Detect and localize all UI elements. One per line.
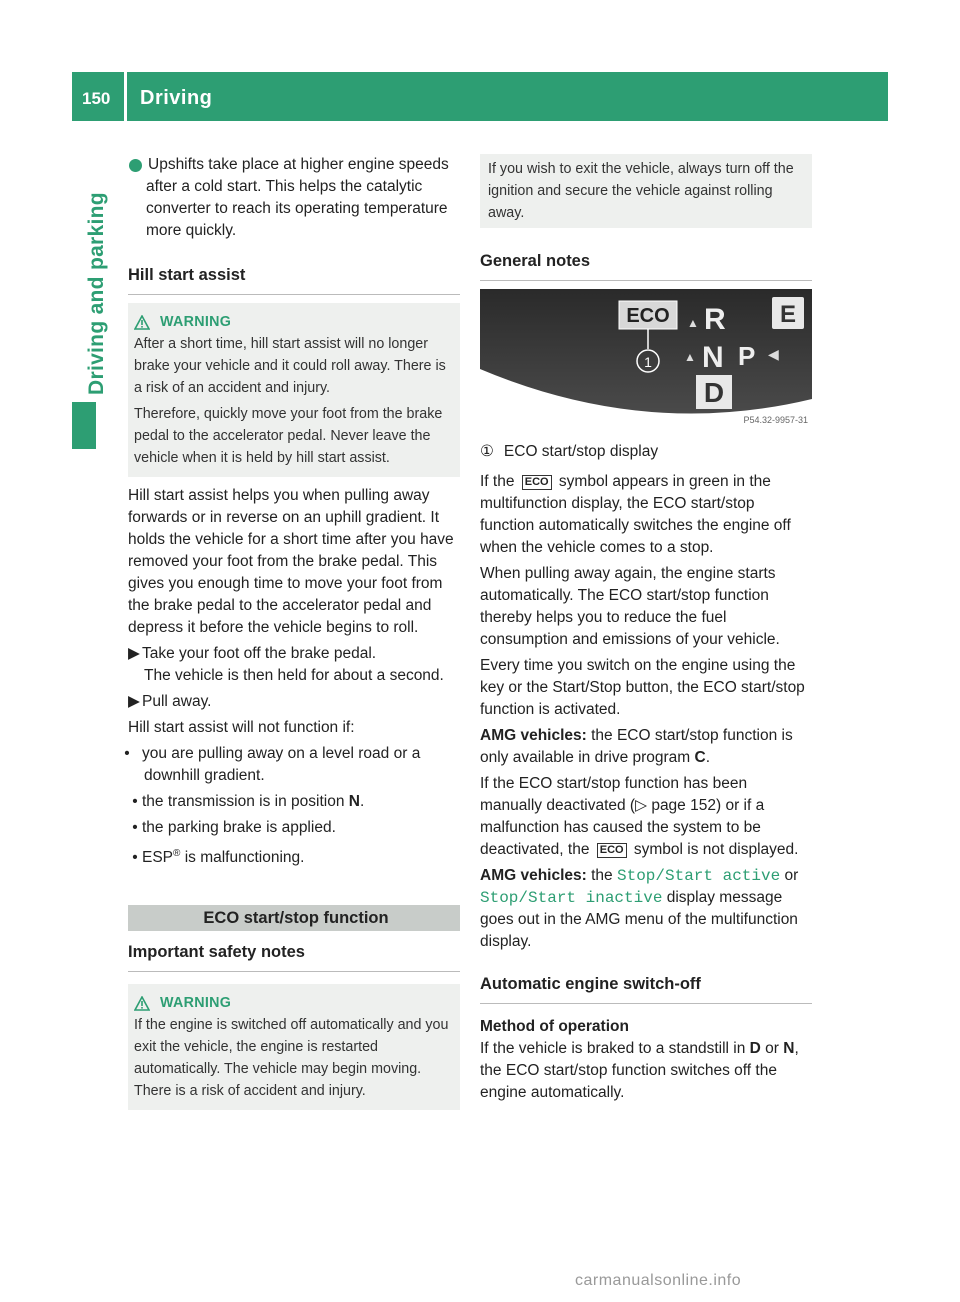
bullet-dot: • <box>124 745 130 762</box>
warning-paragraph: After a short time, hill start assist will no longer brake your vehicle and it could roll away. There is a risk of an accident and injury. <box>134 336 446 396</box>
warning-title <box>134 992 452 1014</box>
text-run: the ECO start/stop function is only available in drive program <box>480 727 793 766</box>
warning-triangle-icon <box>134 996 150 1011</box>
exit-vehicle-note: If you wish to exit the vehicle, always turn off the ignition and secure the vehicle against rolling away. <box>480 154 812 228</box>
header-separator <box>124 72 127 121</box>
warning-triangle-icon <box>134 315 150 330</box>
bullet-bold: N <box>348 793 360 810</box>
page-title: Driving <box>140 87 213 109</box>
bullet-text: you are pulling away on a level road or a downhill gradient. <box>142 745 421 784</box>
hill-start-heading: Hill start assist <box>128 264 460 295</box>
eco-symbol-icon: ECO <box>522 475 552 490</box>
bullet-dot: • <box>132 849 138 867</box>
safety-notes-heading: Important safety notes <box>128 941 460 972</box>
step-text: Pull away. <box>142 693 212 710</box>
message-stop-start-active: Stop/Start active <box>616 867 781 885</box>
dashboard-illustration <box>480 289 812 429</box>
shift-arrow-up: ▲ <box>687 316 699 330</box>
general-notes-heading: General notes <box>480 250 812 281</box>
bullet-text: is malfunctioning. <box>180 849 305 867</box>
warning-paragraph: If the engine is switched off automatically and you exit the vehicle, the engine is restarted automatically. The vehicle may begin moving. There is a risk of accident and injury. <box>134 1017 449 1100</box>
info-note <box>125 154 460 242</box>
e-badge-text: E <box>779 301 797 328</box>
every-time-paragraph: Every time you switch on the engine using the key or the Start/Stop button, the ECO start/stop function is activated. <box>480 657 805 718</box>
bullet-item <box>128 791 460 813</box>
eco-symbol-paragraph <box>480 471 812 559</box>
amg-label: AMG vehicles: <box>480 727 587 744</box>
not-function-intro: Hill start assist will not function if: <box>128 719 355 736</box>
text-run: ) or if a malfunction has caused the system to be deactivated, the <box>480 797 765 858</box>
text-run: the <box>586 867 617 884</box>
bullet-item <box>128 817 460 839</box>
bullet-dot: • <box>132 793 138 810</box>
text-run: or <box>760 1040 784 1057</box>
callout-legend-text: ECO start/stop display <box>503 443 659 460</box>
text-run: If the ECO start/stop function has been manually deactivated ( <box>480 775 748 814</box>
program-c: C <box>694 749 706 766</box>
warning-title-text: WARNING <box>160 314 232 330</box>
gear-d: D <box>703 377 725 408</box>
eco-symbol-icon: ECO <box>597 843 627 858</box>
step-result: The vehicle is then held for about a second. <box>144 667 444 684</box>
bullet-dot: • <box>132 819 138 836</box>
gear-n-bold: N <box>783 1040 795 1057</box>
manual-deactivation-paragraph <box>480 773 812 861</box>
warning-title-text: WARNING <box>160 995 232 1012</box>
eco-badge-text: ECO <box>626 305 670 327</box>
auto-switch-off-heading: Automatic engine switch-off <box>480 973 812 1004</box>
shift-arrow-up: ▲ <box>684 350 696 364</box>
callout-number: 1 <box>644 354 652 370</box>
text-run: If the <box>480 473 519 490</box>
text-run: display message goes out in the AMG menu of the multifunction display. <box>480 889 798 950</box>
method-paragraph <box>480 1038 812 1104</box>
amg-program-paragraph <box>480 725 812 769</box>
warning-paragraph: Therefore, quickly move your foot from the brake pedal to the accelerator pedal. Never leave the vehicle when it is held by hill start assist. <box>134 406 443 466</box>
gear-r: R <box>704 303 726 336</box>
page-number: 150 <box>82 89 111 108</box>
warning-box-hill <box>128 303 460 477</box>
left-column <box>124 154 460 1110</box>
amg-label: AMG vehicles: <box>480 867 587 884</box>
pulling-away-paragraph: When pulling away again, the engine starts automatically. The ECO start/stop function thereby helps you to reduce the fuel consumption and emissions of your vehicle. <box>480 565 780 648</box>
method-heading: Method of operation <box>480 1018 629 1035</box>
amg-message-paragraph <box>480 865 812 953</box>
step-item <box>128 691 460 713</box>
step-arrow-icon: ▶ <box>128 693 140 710</box>
callout-legend-number: ① <box>480 443 494 460</box>
step-arrow-icon: ▶ <box>128 645 140 662</box>
watermark: carmanualsonline.info <box>575 1272 742 1289</box>
info-icon: i <box>129 159 142 172</box>
callout-legend <box>480 441 812 463</box>
text-run: If the vehicle is braked to a standstill in <box>480 1040 750 1057</box>
text-run: symbol appears in green in the multifunction display, the ECO start/stop function automatically switches the engine off when the vehicle comes to a stop. <box>480 473 791 556</box>
side-label: Driving and parking <box>85 192 108 395</box>
message-stop-start-inactive: Stop/Start inactive <box>480 889 663 907</box>
bullet-text: the parking brake is applied. <box>142 819 336 836</box>
bullet-item <box>124 743 460 787</box>
eco-display-figure <box>480 289 812 429</box>
bullet-item <box>128 843 460 869</box>
warning-title <box>134 311 452 333</box>
gear-p: P <box>738 341 756 371</box>
right-column <box>480 154 812 1104</box>
figure-code: P54.32-9957-31 <box>743 415 808 425</box>
shift-arrow-left: ◀ <box>768 346 779 362</box>
text-run: or <box>780 867 799 884</box>
registered-mark: ® <box>173 848 181 859</box>
page-reference-link[interactable]: ▷ page 152 <box>635 797 716 814</box>
text-run: symbol is not displayed. <box>629 841 799 858</box>
gear-d-bold: D <box>749 1040 761 1057</box>
bullet-text: ESP <box>142 849 174 867</box>
bullet-text: . <box>359 793 365 810</box>
eco-section-heading: ECO start/stop function <box>128 905 460 931</box>
gear-n: N <box>702 341 724 374</box>
step-text: Take your foot off the brake pedal. <box>142 645 377 662</box>
bullet-text: the transmission is in position <box>142 793 349 810</box>
info-text: Upshifts take place at higher engine speeds after a cold start. This helps the catalytic converter to reach its operating temperature more quickly. <box>146 156 449 239</box>
text-run: . <box>705 749 711 766</box>
side-tab <box>72 402 96 449</box>
warning-box-eco <box>128 984 460 1110</box>
step-item <box>128 643 460 665</box>
hill-body-text: Hill start assist helps you when pulling away forwards or in reverse on an uphill gradient. It holds the vehicle for a short time after you have removed your foot from the brake pedal. This gives you enough time to move your foot from the brake pedal to the accelerator pedal and depress it before the vehicle begins to roll. <box>128 487 454 636</box>
text-run: , the ECO start/stop function switches off the engine automatically. <box>480 1040 799 1101</box>
